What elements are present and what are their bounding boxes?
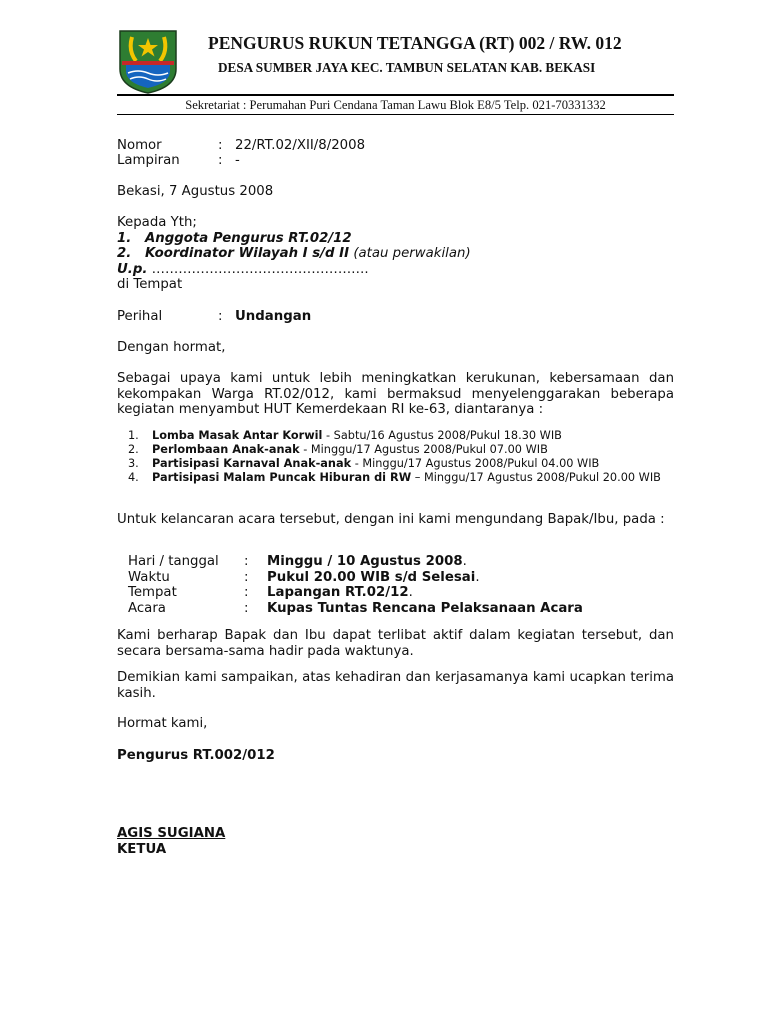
detail-time-colon: : (244, 570, 249, 585)
recipient-1: Anggota Pengurus RT.02/12 (145, 231, 352, 246)
event-3-name: Partisipasi Karnaval Anak-anak (152, 457, 352, 470)
up-value: …………………………………………. (151, 262, 369, 277)
recipient-2: Koordinator Wilayah I s/d II (145, 246, 350, 261)
detail-place-label: Tempat (128, 585, 177, 600)
paragraph-closing: Demikian kami sampaikan, atas kehadiran dan kerjasamanya kami ucapkan terima kasih. (117, 670, 674, 701)
recipient-2-note: (atau perwakilan) (353, 246, 471, 261)
greeting: Dengan hormat, (117, 340, 226, 355)
event-3 (152, 457, 599, 471)
detail-place-end: . (408, 585, 413, 600)
detail-date-end: . (462, 554, 467, 569)
detail-time-end: . (475, 570, 480, 585)
letterhead-address: DESA SUMBER JAYA KEC. TAMBUN SELATAN KAB. BEKASI (218, 60, 596, 75)
detail-place-value: Lapangan RT.02/12 (267, 585, 409, 600)
event-4-number: 4. (128, 471, 139, 484)
event-1-name: Lomba Masak Antar Korwil (152, 429, 323, 442)
recipient-1-number: 1. (117, 231, 132, 246)
lampiran-label: Lampiran (117, 153, 180, 168)
letterhead-org-name: PENGURUS RUKUN TETANGGA (RT) 002 / RW. 012 (208, 33, 622, 53)
subject-colon: : (218, 309, 223, 324)
letter-date: Bekasi, 7 Agustus 2008 (117, 184, 274, 199)
paragraph-intro: Sebagai upaya kami untuk lebih meningkatkan kerukunan, kebersamaan dan kekompakan Warga RT.02/012, kami bermaksud menyelenggarakan beberapa kegiatan menyambut HUT Kemerdekaan RI ke-63, diantaranya : (117, 371, 674, 417)
paragraph-invitation: Untuk kelancaran acara tersebut, dengan ini kami mengundang Bapak/Ibu, pada : (117, 512, 665, 527)
detail-agenda (267, 601, 583, 617)
event-4-name: Partisipasi Malam Puncak Hiburan di RW (152, 471, 412, 484)
event-3-detail: - Minggu/17 Agustus 2008/Pukul 04.00 WIB (351, 457, 600, 470)
event-2-detail: - Minggu/17 Agustus 2008/Pukul 07.00 WIB (299, 443, 548, 456)
event-4 (152, 471, 674, 485)
recipient-intro: Kepada Yth; (117, 215, 197, 230)
recipient-2-number: 2. (117, 246, 132, 261)
event-2 (152, 443, 548, 457)
nomor-colon: : (218, 138, 223, 153)
recipient-place: di Tempat (117, 277, 183, 292)
detail-date (267, 554, 467, 570)
detail-date-colon: : (244, 554, 249, 569)
closing-salutation: Hormat kami, (117, 716, 208, 731)
event-2-number: 2. (128, 443, 139, 456)
detail-agenda-label: Acara (128, 601, 166, 616)
detail-place (267, 585, 413, 601)
detail-time-value: Pukul 20.00 WIB s/d Selesai (267, 570, 476, 585)
event-1 (152, 429, 562, 443)
detail-agenda-value: Kupas Tuntas Rencana Pelaksanaan Acara (267, 601, 583, 616)
letterhead-secretariat: Sekretariat : Perumahan Puri Cendana Taman Lawu Blok E8/5 Telp. 021-70331332 (185, 98, 606, 112)
sender-org: Pengurus RT.002/012 (117, 748, 275, 763)
detail-time-label: Waktu (128, 570, 170, 585)
letterhead-divider-thick (117, 94, 674, 96)
letterhead-divider-thin (117, 114, 674, 115)
up-line (117, 262, 369, 278)
detail-place-colon: : (244, 585, 249, 600)
detail-agenda-colon: : (244, 601, 249, 616)
lampiran-value: - (235, 153, 240, 168)
paragraph-hope: Kami berharap Bapak dan Ibu dapat terlibat aktif dalam kegiatan tersebut, dan secara bersama-sama hadir pada waktunya. (117, 628, 674, 659)
event-1-number: 1. (128, 429, 139, 442)
event-1-detail: - Sabtu/16 Agustus 2008/Pukul 18.30 WIB (322, 429, 562, 442)
detail-date-value: Minggu / 10 Agustus 2008 (267, 554, 463, 569)
signatory-title: KETUA (117, 842, 167, 857)
event-4-detail: – Minggu/17 Agustus 2008/Pukul 20.00 WIB (411, 471, 661, 484)
up-label: U.p. (117, 262, 148, 277)
signatory-name: AGIS SUGIANA (117, 826, 226, 841)
bekasi-coat-of-arms-logo (118, 29, 178, 95)
detail-time (267, 570, 480, 586)
event-2-name: Perlombaan Anak-anak (152, 443, 300, 456)
subject-value: Undangan (235, 309, 312, 324)
subject-label: Perihal (117, 309, 163, 324)
event-3-number: 3. (128, 457, 139, 470)
nomor-label: Nomor (117, 138, 162, 153)
detail-date-label: Hari / tanggal (128, 554, 219, 569)
nomor-value: 22/RT.02/XII/8/2008 (235, 138, 366, 153)
recipient-2-line (145, 246, 471, 262)
lampiran-colon: : (218, 153, 223, 168)
